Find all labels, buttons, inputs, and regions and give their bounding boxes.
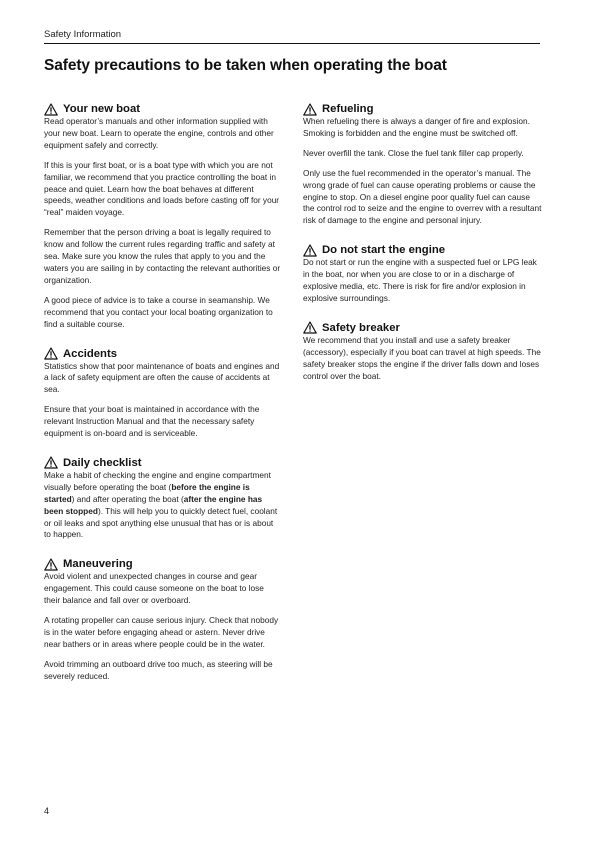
section-do-not-start-the-engine	[303, 243, 543, 305]
body-paragraph	[44, 659, 281, 683]
paragraph-text: Make a habit of checking the engine and engine compartment visually before operating the boat (	[44, 469, 271, 492]
warning-triangle-icon	[44, 347, 58, 360]
header-rule	[44, 43, 540, 44]
paragraph-text: Statistics show that poor maintenance of boats and engines and a lack of safety equipment are often the cause of accidents at sea.	[44, 360, 280, 395]
right-column	[303, 102, 543, 383]
body-paragraph	[303, 335, 543, 383]
section-your-new-boat	[44, 102, 281, 331]
body-paragraph	[44, 470, 281, 541]
paragraph-text: Only use the fuel recommended in the operator’s manual. The wrong grade of fuel can cause operating problems or cause the engine to stop. On a diesel engine poor quality fuel can cause the control rod to seize and the engine to overrev with a resultant risk of damage to the engine and personal injury.	[303, 167, 542, 226]
paragraph-text: ) and after operating the boat (	[71, 493, 184, 504]
section-heading-text: Refueling	[322, 103, 374, 115]
body-paragraph	[44, 160, 281, 220]
page-number: 4	[44, 806, 50, 816]
body-paragraph	[44, 227, 281, 287]
section-heading	[303, 321, 543, 335]
warning-triangle-icon	[44, 456, 58, 469]
running-head: Safety Information	[44, 29, 122, 40]
section-heading-text: Safety breaker	[322, 321, 400, 334]
section-heading-text: Maneuvering	[63, 558, 133, 571]
body-paragraph	[44, 295, 281, 331]
section-heading	[303, 102, 543, 116]
section-accidents	[44, 347, 281, 440]
paragraph-text: A rotating propeller can cause serious injury. Check that nobody is in the water before engaging ahead or astern. Never drive near bathers or in areas where people could be in the water.	[44, 615, 279, 649]
section-heading	[44, 102, 281, 116]
warning-triangle-icon	[303, 321, 317, 334]
section-heading	[44, 557, 281, 571]
section-maneuvering	[44, 557, 281, 682]
left-column	[44, 102, 281, 683]
body-paragraph	[44, 571, 281, 607]
paragraph-text: Avoid violent and unexpected changes in course and gear engagement. This could cause someone on the boat to lose their balance and fall over or overboard.	[44, 571, 264, 606]
section-heading-text: Daily checklist	[63, 456, 142, 469]
paragraph-text: ). This will help you to quickly detect fuel, coolant or oil leaks and spot anything else unusual that has or is about to happen.	[44, 505, 278, 540]
body-paragraph	[44, 361, 281, 397]
paragraph-text: Never overfill the tank. Close the fuel tank filler cap properly.	[303, 147, 524, 158]
body-paragraph	[303, 168, 543, 228]
body-paragraph	[44, 116, 281, 152]
paragraph-text: We recommend that you install and use a safety breaker (accessory), especially if you boat can travel at high speeds. The safety breaker stops the engine if the driver falls down and loses control over the boat.	[303, 334, 541, 381]
warning-triangle-icon	[44, 103, 58, 116]
section-heading	[44, 456, 281, 470]
body-paragraph	[303, 148, 543, 160]
warning-triangle-icon	[303, 244, 317, 257]
warning-triangle-icon	[303, 103, 317, 116]
body-paragraph	[44, 615, 281, 651]
section-daily-checklist	[44, 456, 281, 541]
paragraph-text: Avoid trimming an outboard drive too much, as steering will be severely reduced.	[44, 658, 273, 681]
paragraph-text: Do not start or run the engine with a suspected fuel or LPG leak in the boat, nor when you are close to or in a discharge of explosive media, etc. There is risk for fire and/or explosion in explosive surroundings.	[303, 257, 537, 303]
section-heading-text: Your new boat	[63, 103, 140, 115]
section-safety-breaker	[303, 321, 543, 383]
section-heading	[44, 347, 281, 361]
paragraph-text: Remember that the person driving a boat is legally required to know and follow the current rules regarding traffic and safety at sea. Make sure you know the rules that apply to you and the waters you are sailing in by contacting the relevant authorities or organization.	[44, 227, 281, 285]
body-paragraph	[303, 257, 543, 305]
section-heading-text: Accidents	[63, 347, 117, 360]
bold-text: before the engine is started	[44, 481, 250, 504]
section-heading	[303, 243, 543, 257]
paragraph-text: Ensure that your boat is maintained in accordance with the relevant Instruction Manual and that the necessary safety equipment is on-board and is serviceable.	[44, 404, 260, 439]
body-paragraph	[303, 116, 543, 140]
section-refueling	[303, 102, 543, 227]
paragraph-text: When refueling there is always a danger of fire and explosion. Smoking is forbidden and the engine must be switched off.	[303, 116, 530, 138]
paragraph-text: Read operator’s manuals and other information supplied with your new boat. Learn to operate the engine, controls and other equipment safely and correctly.	[44, 116, 274, 150]
paragraph-text: A good piece of advice is to take a course in seamanship. We recommend that you contact your local boating organization to find a suitable course.	[44, 294, 273, 329]
paragraph-text: If this is your first boat, or is a boat type with which you are not familiar, we recommend that you practice controlling the boat in peace and quiet. Learn how the boat behaves at different speeds, weather conditions and loads before casting off for your “real” maiden voyage.	[44, 159, 280, 218]
section-heading-text: Do not start the engine	[322, 244, 446, 257]
warning-triangle-icon	[44, 558, 58, 571]
body-paragraph	[44, 404, 281, 440]
page-title: Safety precautions to be taken when operating the boat	[44, 57, 447, 74]
bold-text: after the engine has been stopped	[44, 493, 263, 516]
